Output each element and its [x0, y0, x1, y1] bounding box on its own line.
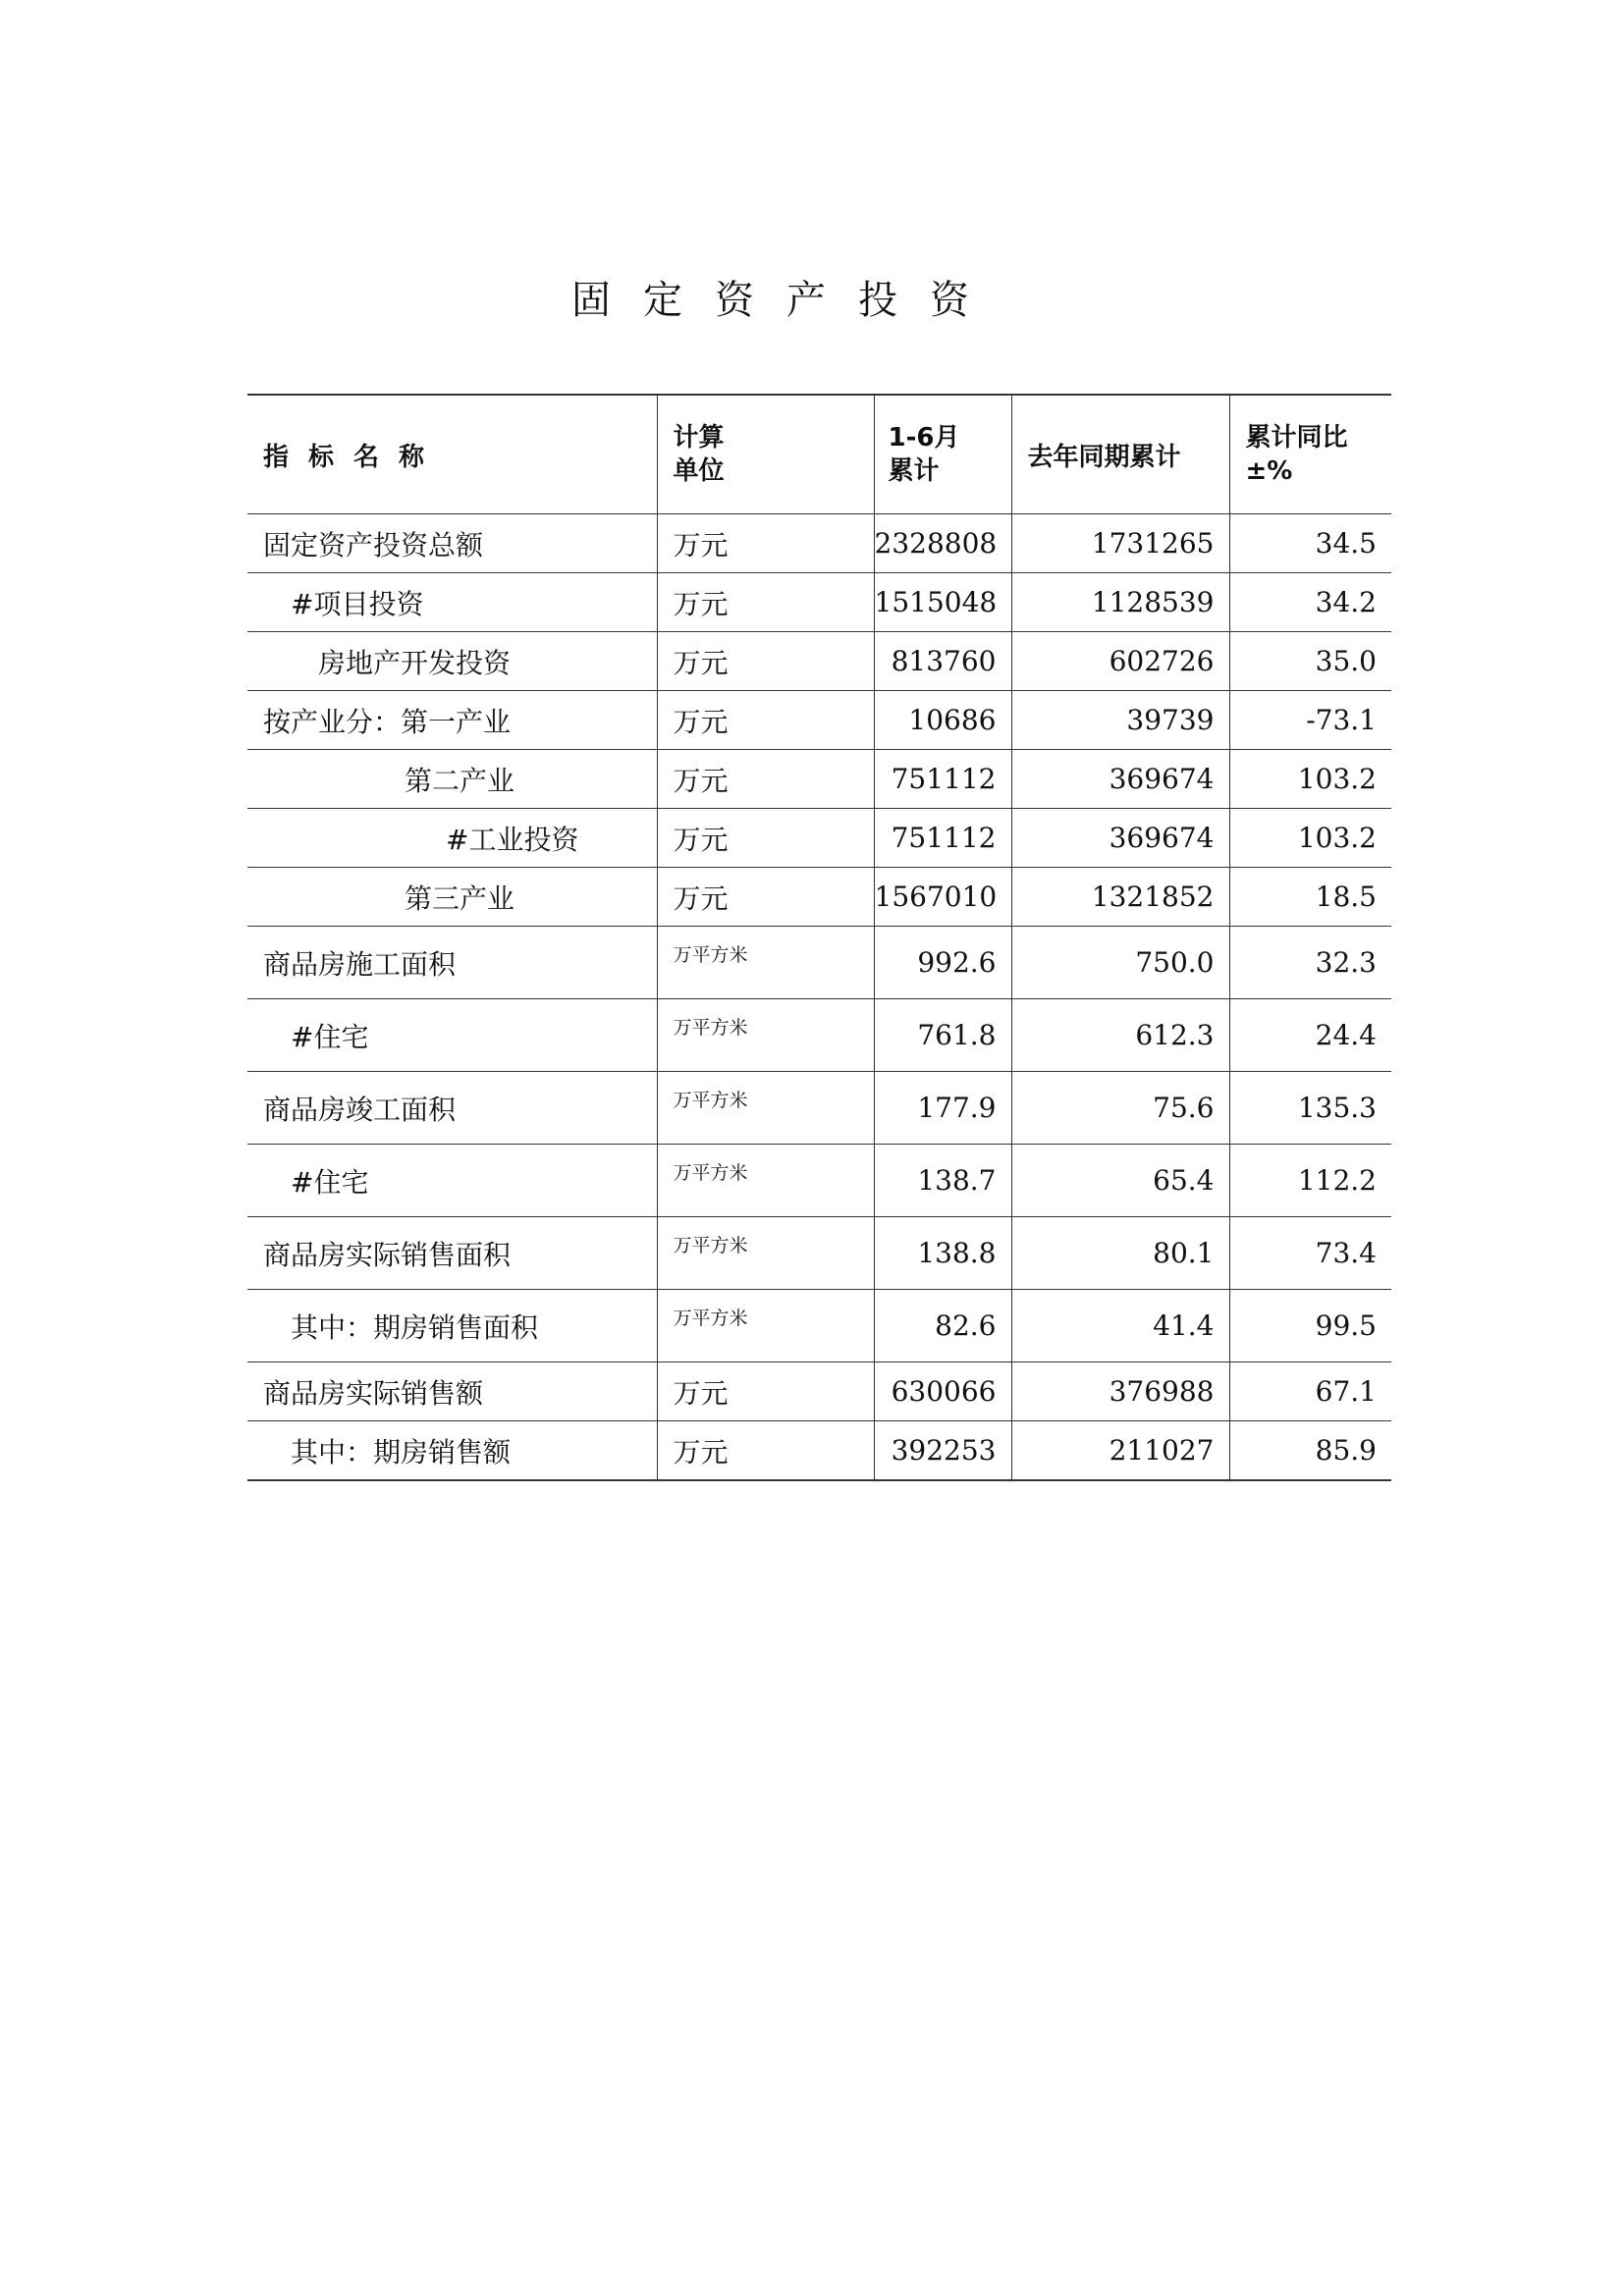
cumulative-value-cell: 177.9: [874, 1072, 1011, 1145]
cumulative-value-cell: 138.8: [874, 1217, 1011, 1290]
unit-cell: 万元: [657, 573, 874, 632]
unit-cell: 万平方米: [657, 927, 874, 999]
cumulative-value-cell: 630066: [874, 1362, 1011, 1421]
cumulative-value-cell: 751112: [874, 750, 1011, 809]
cumulative-value-cell: 992.6: [874, 927, 1011, 999]
yoy-value-cell: 35.0: [1229, 632, 1391, 691]
yoy-value-cell: 67.1: [1229, 1362, 1391, 1421]
last-year-value-cell: 75.6: [1011, 1072, 1229, 1145]
table-row: [247, 999, 1391, 1072]
last-year-value-cell: 1321852: [1011, 868, 1229, 927]
page-title: 固定资产投资: [571, 278, 1001, 323]
table-row: [247, 809, 1391, 868]
last-year-value-cell: 41.4: [1011, 1290, 1229, 1362]
yoy-value-cell: 73.4: [1229, 1217, 1391, 1290]
indicator-name-cell: 房地产开发投资: [247, 632, 657, 691]
unit-cell: 万元: [657, 1421, 874, 1481]
last-year-value-cell: 65.4: [1011, 1145, 1229, 1217]
table-row: [247, 691, 1391, 750]
indicator-name-cell: #住宅: [247, 1145, 657, 1217]
yoy-value-cell: 24.4: [1229, 999, 1391, 1072]
unit-cell: 万平方米: [657, 999, 874, 1072]
table-row: [247, 1290, 1391, 1362]
unit-cell: 万元: [657, 1362, 874, 1421]
indicator-name-cell: 按产业分：第一产业: [247, 691, 657, 750]
fixed-asset-investment-table: [247, 394, 1391, 1481]
indicator-name-cell: 商品房实际销售额: [247, 1362, 657, 1421]
last-year-value-cell: 1128539: [1011, 573, 1229, 632]
unit-cell: 万平方米: [657, 1290, 874, 1362]
cumulative-value-cell: 813760: [874, 632, 1011, 691]
yoy-value-cell: 85.9: [1229, 1421, 1391, 1481]
last-year-value-cell: 369674: [1011, 750, 1229, 809]
indicator-name-cell: #工业投资: [247, 809, 657, 868]
cumulative-value-cell: 751112: [874, 809, 1011, 868]
yoy-value-cell: 135.3: [1229, 1072, 1391, 1145]
header-yoy: 累计同比 ±%: [1229, 395, 1391, 514]
table-row: [247, 927, 1391, 999]
last-year-value-cell: 39739: [1011, 691, 1229, 750]
indicator-name-cell: 商品房实际销售面积: [247, 1217, 657, 1290]
header-cumulative: 1-6月 累计: [874, 395, 1011, 514]
last-year-value-cell: 602726: [1011, 632, 1229, 691]
yoy-value-cell: 112.2: [1229, 1145, 1391, 1217]
last-year-value-cell: 750.0: [1011, 927, 1229, 999]
indicator-name-cell: 商品房施工面积: [247, 927, 657, 999]
indicator-name-cell: 第二产业: [247, 750, 657, 809]
indicator-name-cell: #项目投资: [247, 573, 657, 632]
yoy-value-cell: 34.5: [1229, 514, 1391, 573]
unit-cell: 万元: [657, 691, 874, 750]
table-body: [247, 514, 1391, 1481]
table-row: [247, 1421, 1391, 1481]
indicator-name-cell: 其中：期房销售面积: [247, 1290, 657, 1362]
yoy-value-cell: 34.2: [1229, 573, 1391, 632]
yoy-value-cell: 103.2: [1229, 750, 1391, 809]
table-row: [247, 632, 1391, 691]
table-row: [247, 1217, 1391, 1290]
yoy-value-cell: 18.5: [1229, 868, 1391, 927]
last-year-value-cell: 612.3: [1011, 999, 1229, 1072]
unit-cell: 万平方米: [657, 1072, 874, 1145]
table-row: [247, 573, 1391, 632]
header-unit: 计算 单位: [657, 395, 874, 514]
last-year-value-cell: 211027: [1011, 1421, 1229, 1481]
indicator-name-cell: 商品房竣工面积: [247, 1072, 657, 1145]
unit-cell: 万元: [657, 632, 874, 691]
unit-cell: 万元: [657, 809, 874, 868]
unit-cell: 万平方米: [657, 1145, 874, 1217]
yoy-value-cell: -73.1: [1229, 691, 1391, 750]
cumulative-value-cell: 2328808: [874, 514, 1011, 573]
table-row: [247, 1362, 1391, 1421]
unit-cell: 万元: [657, 750, 874, 809]
unit-cell: 万元: [657, 514, 874, 573]
indicator-name-cell: 其中：期房销售额: [247, 1421, 657, 1481]
cumulative-value-cell: 138.7: [874, 1145, 1011, 1217]
yoy-value-cell: 99.5: [1229, 1290, 1391, 1362]
header-last-year: 去年同期累计: [1011, 395, 1229, 514]
table-row: [247, 868, 1391, 927]
last-year-value-cell: 369674: [1011, 809, 1229, 868]
unit-cell: 万元: [657, 868, 874, 927]
table-row: [247, 750, 1391, 809]
table-row: [247, 514, 1391, 573]
last-year-value-cell: 1731265: [1011, 514, 1229, 573]
indicator-name-cell: #住宅: [247, 999, 657, 1072]
table-header-row: [247, 395, 1391, 514]
cumulative-value-cell: 761.8: [874, 999, 1011, 1072]
cumulative-value-cell: 10686: [874, 691, 1011, 750]
last-year-value-cell: 80.1: [1011, 1217, 1229, 1290]
cumulative-value-cell: 82.6: [874, 1290, 1011, 1362]
yoy-value-cell: 103.2: [1229, 809, 1391, 868]
cumulative-value-cell: 1567010: [874, 868, 1011, 927]
cumulative-value-cell: 392253: [874, 1421, 1011, 1481]
yoy-value-cell: 32.3: [1229, 927, 1391, 999]
indicator-name-cell: 第三产业: [247, 868, 657, 927]
header-indicator-name: 指标名称: [247, 395, 657, 514]
unit-cell: 万平方米: [657, 1217, 874, 1290]
indicator-name-cell: 固定资产投资总额: [247, 514, 657, 573]
table-row: [247, 1145, 1391, 1217]
table-row: [247, 1072, 1391, 1145]
cumulative-value-cell: 1515048: [874, 573, 1011, 632]
last-year-value-cell: 376988: [1011, 1362, 1229, 1421]
